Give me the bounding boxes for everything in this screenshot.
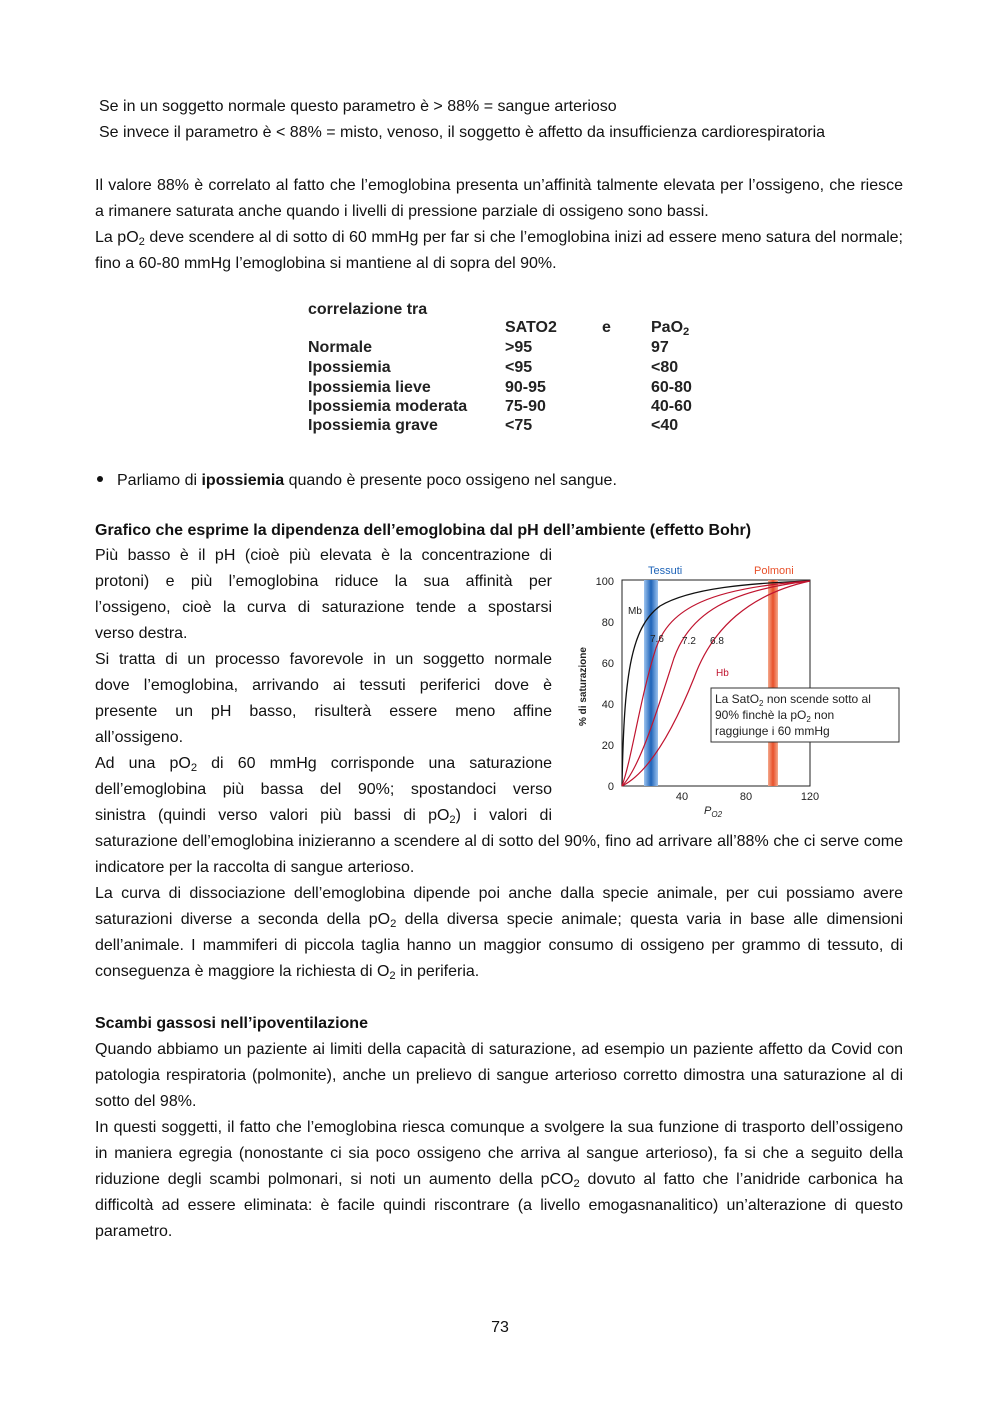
paragraph-bohr-continued: saturazione dell’emoglobina inizieranno a scendere al di sotto del 90%, fino ad arrivare all’88% che ci serve come indicatore per la raccolta di sangue arterioso. La curva di dissociazione dell’emoglobina dipende poi anche dalla specie animale, per cui possiamo avere saturazioni diverse a seconda della $pO_2$ della diversa specie animale; questa varia in base alle dimensioni dell’animale. I mammiferi di piccola taglia hanno un maggior consumo di ossigeno per grammo di tessuto, di conseguenza è maggiore la richiesta di $O_2$ in periferia. <box>95 829 903 985</box>
table-row: Ipossiemia moderata 75-90 40-60 <box>308 398 692 415</box>
bullet-dot-icon <box>97 476 103 482</box>
mb-label: Mb <box>628 606 642 617</box>
note-line: La SatO$_2$ non scende sotto al <box>715 692 871 708</box>
ph-label: 6.8 <box>710 636 724 647</box>
note-line: 90% finchè la $pO_2$ non <box>715 708 835 724</box>
ph-label: 7.6 <box>650 634 664 645</box>
text-line-venous: Se invece il parametro è < 88% = misto, venoso, il soggetto è affetto da insufficienza cardiorespiratoria <box>99 124 826 141</box>
table-header-sato2: SATO2 <box>505 319 557 336</box>
polmoni-band <box>768 580 778 786</box>
hb-label: Hb <box>716 668 729 679</box>
bohr-effect-figure <box>570 558 900 820</box>
paragraph-bohr-wrap: Più basso è il pH (cioè più elevata è la concentrazione di protoni) e più l’emoglobina riduce la sua affinità per l’ossigeno, cioè la curva di saturazione tende a spostarsi verso destra. Si tratta di un processo favorevole in un soggetto normale dove l’emoglobina, arrivando ai tessuti periferici dove è presente un pH basso, risulterà essere meno affine all’ossigeno. Ad una $pO_2$ di 60 mmHg corrisponde una saturazione dell’emoglobina più bassa del 90%; spostandoci verso sinistra (quindi verso valori più bassi di $pO_2$) i valori di <box>95 547 553 826</box>
table-title: correlazione tra <box>308 301 428 318</box>
section-heading-ipoventilazione: Scambi gassosi nell’ipoventilazione <box>95 1015 368 1032</box>
correlation-table <box>308 300 728 435</box>
paragraph-po2-threshold: La $pO_2$ deve scendere al di sotto di 60 mmHg per far si che l’emoglobina inizi ad essere meno satura del normale; fino a 60-80 mmHg l’emoglobina si mantiene al di sopra del 90%. <box>95 229 903 272</box>
x-tick: 80 <box>739 791 753 803</box>
page-number: 73 <box>491 1319 509 1336</box>
section-heading-bohr: Grafico che esprime la dipendenza dell’emoglobina dal pH dell’ambiente (effetto Bohr) <box>95 522 752 539</box>
tessuti-label: Tessuti <box>648 565 683 577</box>
y-axis-label: % di saturazione <box>578 647 589 726</box>
polmoni-label: Polmoni <box>754 565 794 577</box>
table-row: Ipossiemia <95 <80 <box>308 359 679 376</box>
bullet-ipossiemia: Parliamo di ipossiemia quando è presente poco ossigeno nel sangue. <box>97 471 617 491</box>
paragraph-species: La curva di dissociazione dell’emoglobina dipende poi anche dalla specie animale, per cui possiamo avere saturazioni diverse a seconda della $pO_2$ della diversa specie animale; questa varia in base alle dimensioni dell’animale. I mammiferi di piccola taglia hanno un maggior consumo di ossigeno per grammo di tessuto, di conseguenza è maggiore la richiesta di $O_2$ in periferia. <box>95 885 903 982</box>
x-tick: 120 <box>800 791 820 803</box>
table-header-conj: e <box>602 319 611 336</box>
text-line-arterial: Se in un soggetto normale questo parametro è > 88% = sangue arterioso <box>99 98 617 115</box>
table-row: Normale >95 97 <box>308 339 669 356</box>
table-row: Ipossiemia lieve 90-95 60-80 <box>308 379 692 396</box>
paragraph-pco2: In questi soggetti, il fatto che l’emoglobina riesca comunque a svolgere la sua funzione di trasporto dell’ossigeno in maniera egregia (nonostante ci sia poco ossigeno che arriva al sangue arterioso), fa si che a seguito della riduzione degli scambi polmonari, si noti un aumento della pCO$_2$ dovuto al fatto che l’anidride carbonica ha difficoltà ad essere eliminata: è facile quindi riscontrare (a livello emogasnanalitico) un’alterazione di questo parametro. <box>95 1119 904 1240</box>
paragraph-affinity: Il valore 88% è correlato al fatto che l’emoglobina presenta un’affinità talmente elevata per l’ossigeno, che riesce a rimanere saturata anche quando i livelli di pressione parziale di ossigeno sono bassi. <box>95 177 903 220</box>
table-header-pao2: PaO$_2$ <box>651 319 690 338</box>
y-tick: 100 <box>595 576 614 588</box>
y-tick: 0 <box>607 781 614 793</box>
note-line: raggiunge i 60 mmHg <box>715 724 830 738</box>
paragraph-ipoventilazione <box>95 1037 903 1245</box>
y-tick: 60 <box>601 658 614 670</box>
paragraph-88-percent <box>95 173 903 277</box>
saturation-curve-graph <box>570 558 900 820</box>
x-tick: 40 <box>675 791 689 803</box>
table-row: Ipossiemia grave <75 <40 <box>308 417 679 434</box>
y-tick: 20 <box>601 740 614 752</box>
paragraph-covid: Quando abbiamo un paziente ai limiti della capacità di saturazione, ad esempio un paziente affetto da Covid con patologia respiratoria (polmonite), anche un prelievo di sangue arterioso corretto dimostra una saturazione al di sotto del 98%. <box>95 1041 903 1110</box>
y-tick: 40 <box>601 699 614 711</box>
ph-label: 7.2 <box>682 636 696 647</box>
x-axis-label: $P_{O2}$ <box>704 805 723 819</box>
y-tick: 80 <box>601 617 614 629</box>
